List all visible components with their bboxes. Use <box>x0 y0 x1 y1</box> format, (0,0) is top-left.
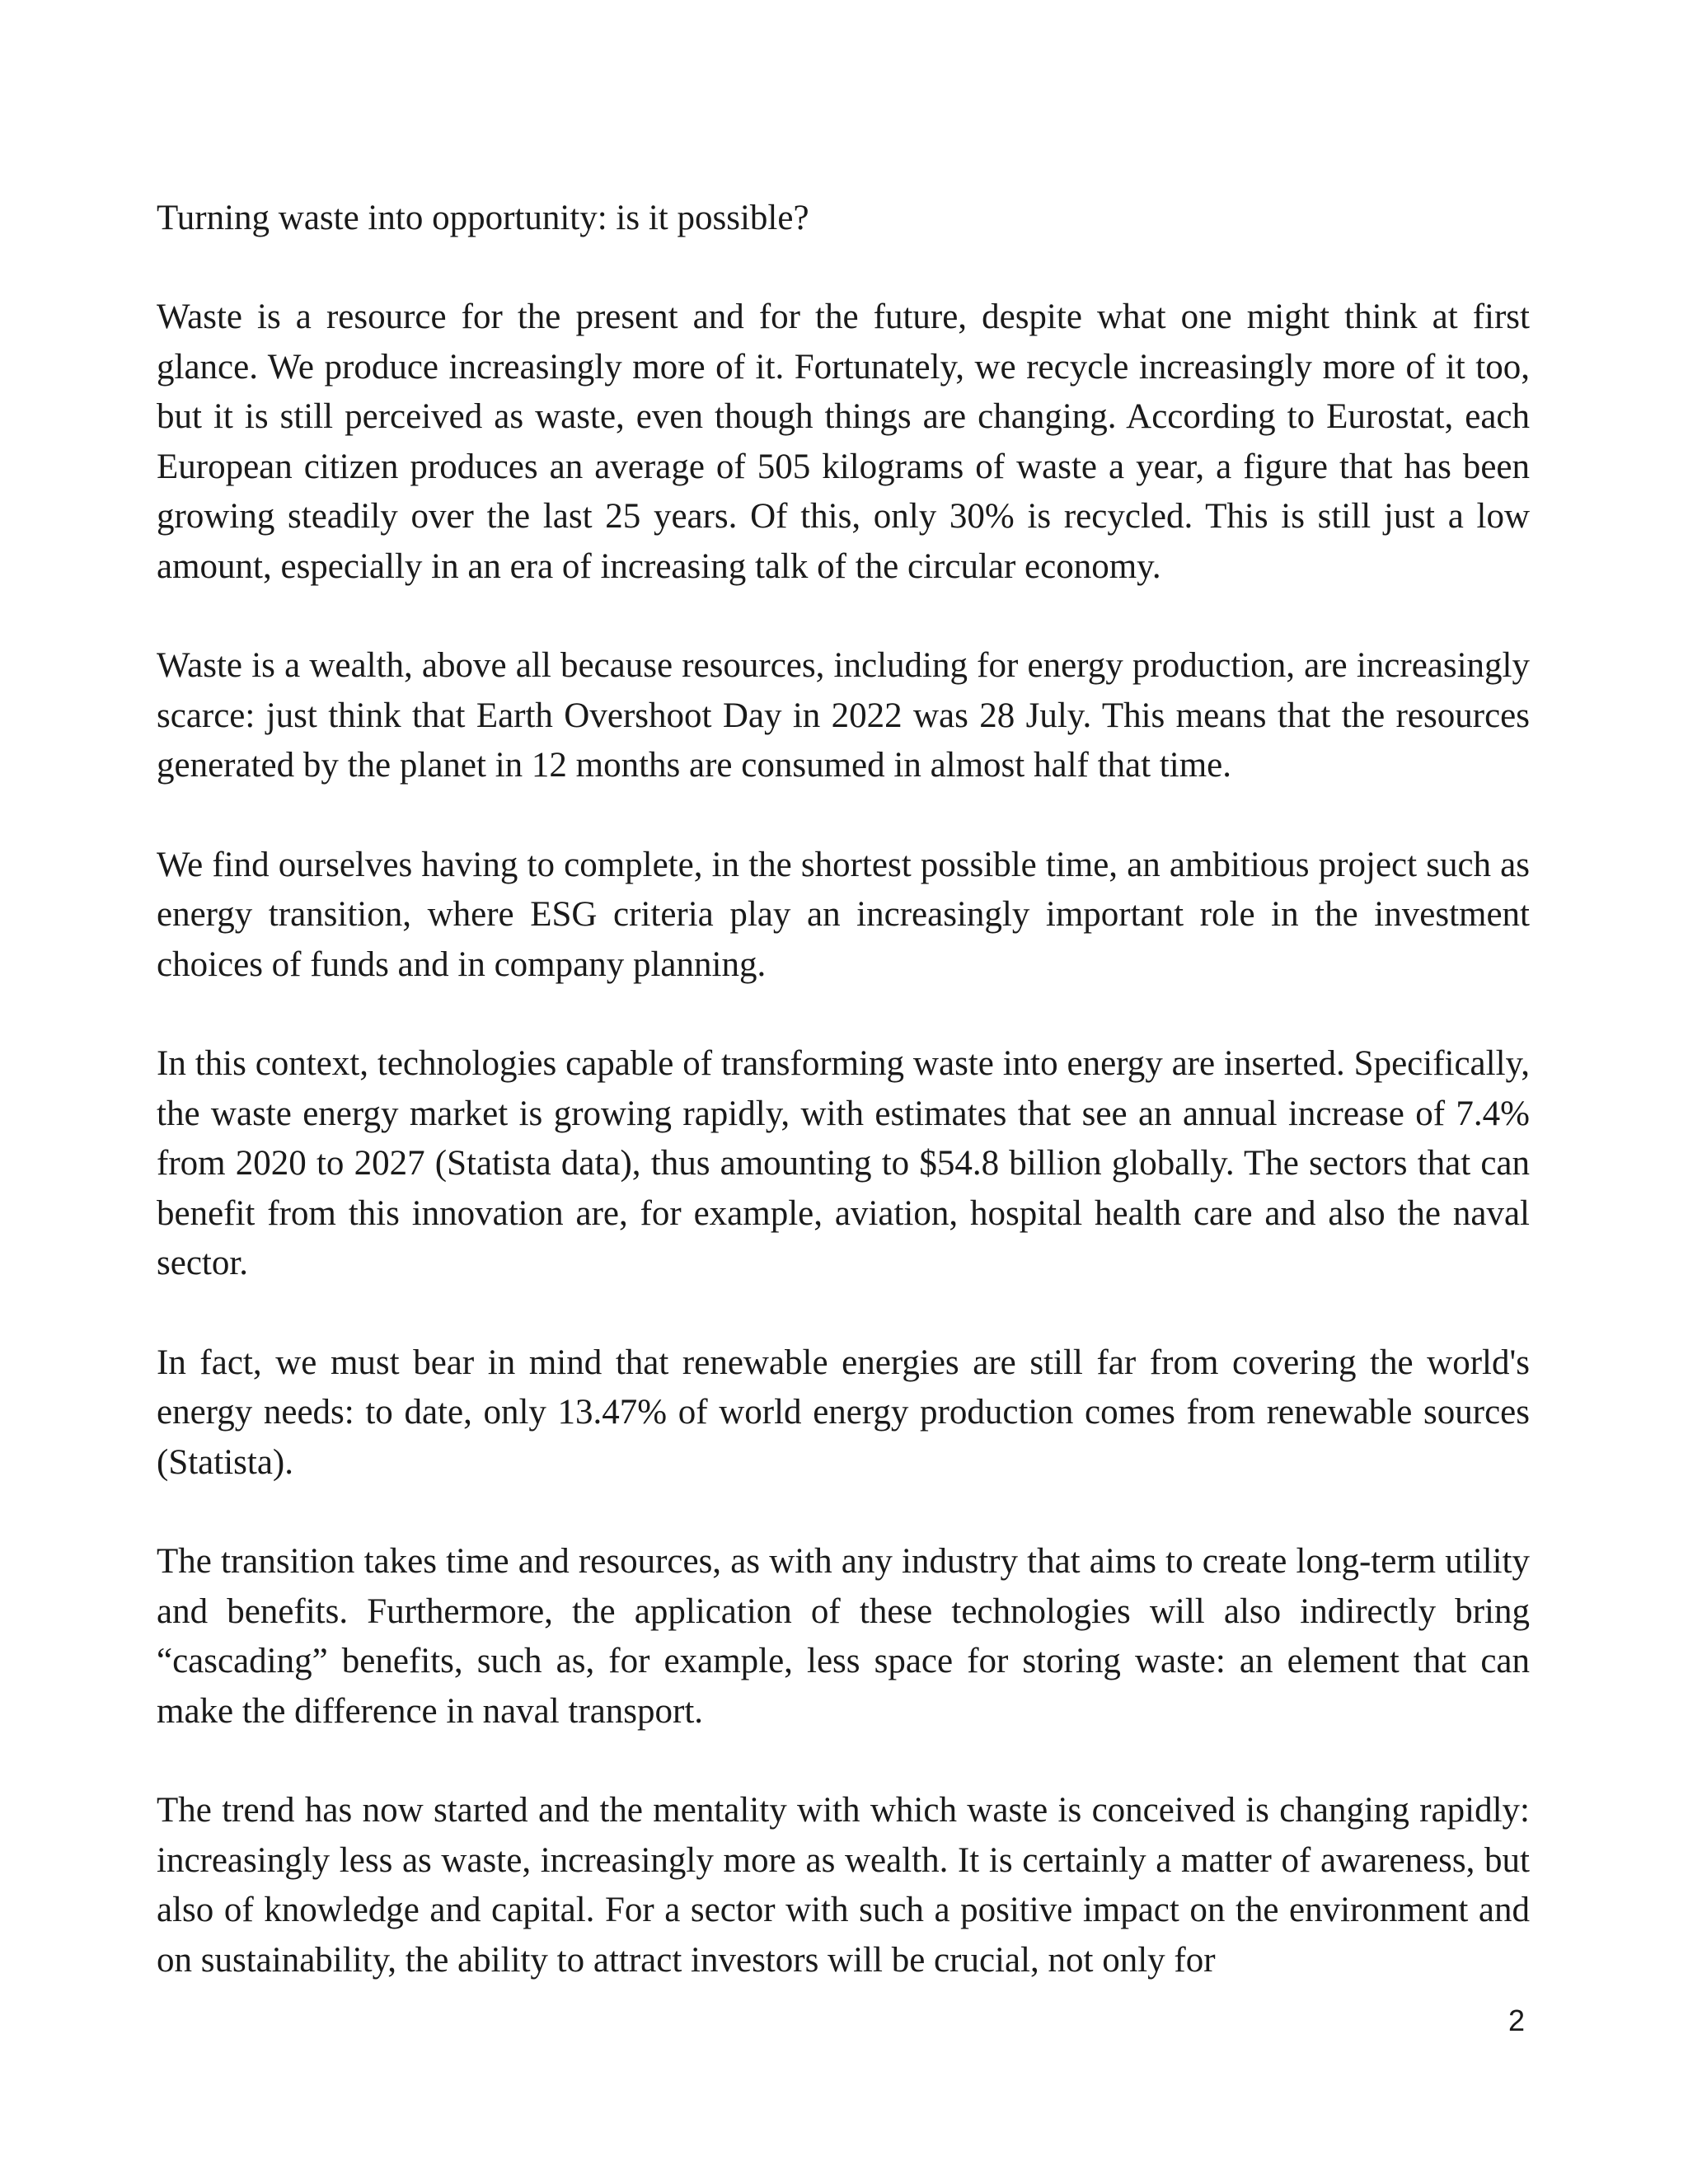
paragraph-transition-time: The transition takes time and resources, as with any industry that aims to create long-term utility and benefits. Furthermore, the application of these technologies will also indirectly bring “cascading” benefits, such as, for example, less space for storing waste: an element that can make the difference in naval transport. <box>157 1542 1530 1731</box>
paragraph-renewable-energies: In fact, we must bear in mind that renewable energies are still far from covering the world's energy needs: to date, only 13.47% of world energy production comes from renewable sources (Statista). <box>157 1343 1530 1482</box>
document-title: Turning waste into opportunity: is it possible? <box>157 199 809 237</box>
page-number: 2 <box>1508 2004 1526 2037</box>
paragraph-waste-energy-market: In this context, technologies capable of transforming waste into energy are inserted. Specifically, the waste energy market is growing rapidly, with estimates that see an annual increase of 7.4% from 2020 to 2027 (Statista data), thus amounting to $54.8 billion globally. The sectors that can benefit from this innovation are, for example, aviation, hospital health care and also the naval sector. <box>157 1044 1530 1282</box>
paragraph-trend-started: The trend has now started and the mentality with which waste is conceived is changing rapidly: increasingly less as waste, increasingly more as wealth. It is certainly a matter of awareness, but also of knowledge and capital. For a sector with such a positive impact on the environment and on sustainability, the ability to attract investors will be crucial, not only for <box>157 1791 1530 1980</box>
paragraph-waste-wealth: Waste is a wealth, above all because resources, including for energy production, are increasingly scarce: just think that Earth Overshoot Day in 2022 was 28 July. This means that the resources generated by the planet in 12 months are consumed in almost half that time. <box>157 646 1530 785</box>
paragraph-energy-transition: We find ourselves having to complete, in the shortest possible time, an ambitious project such as energy transition, where ESG criteria play an increasingly important role in the investment choices of funds and in company planning. <box>157 845 1530 984</box>
document-body <box>157 194 1530 2035</box>
paragraph-waste-resource: Waste is a resource for the present and for the future, despite what one might think at first glance. We produce increasingly more of it. Fortunately, we recycle increasingly more of it too, but it is still perceived as waste, even though things are changing. According to Eurostat, each European citizen produces an average of 505 kilograms of waste a year, a figure that has been growing steadily over the last 25 years. Of this, only 30% is recycled. This is still just a low amount, especially in an era of increasing talk of the circular economy. <box>157 298 1530 586</box>
